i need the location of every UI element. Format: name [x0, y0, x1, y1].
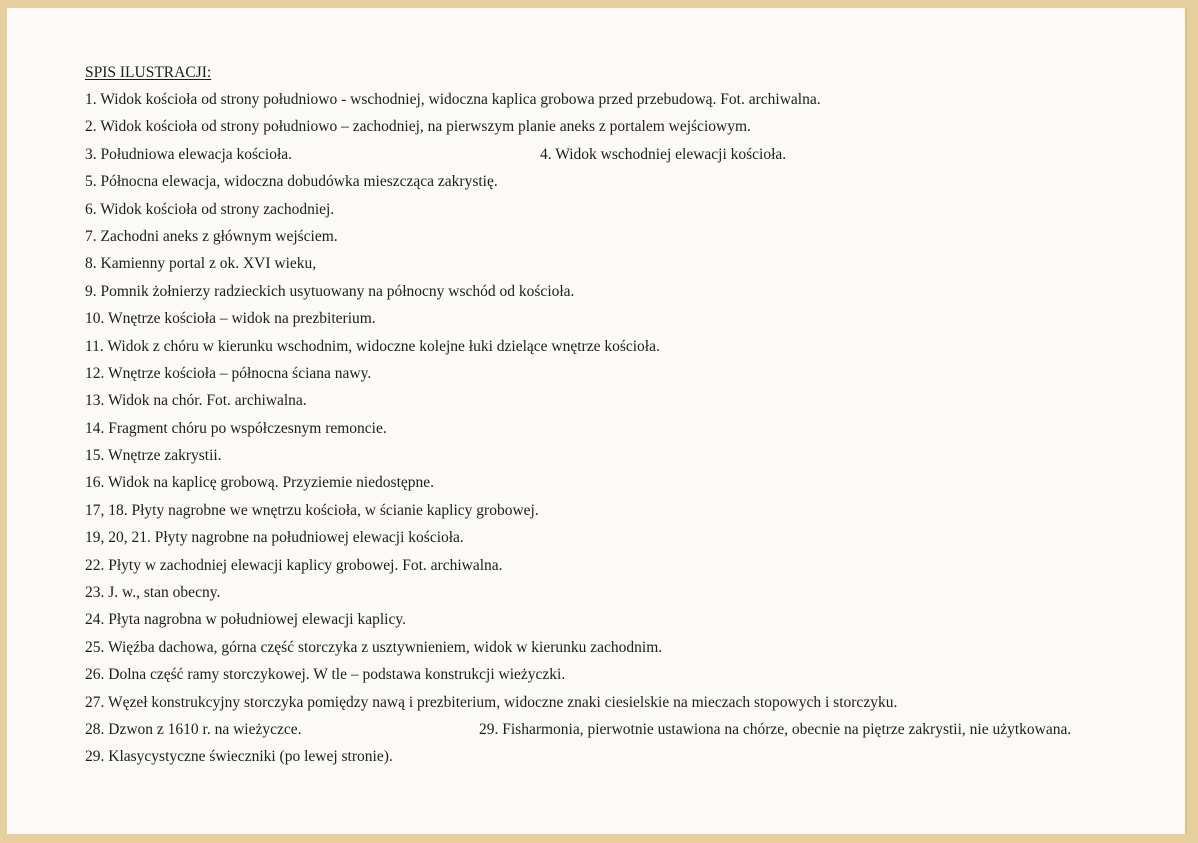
list-item	[85, 172, 1145, 199]
list-item	[85, 364, 1145, 391]
list-item-text: 12. Wnętrze kościoła – północna ściana nawy.	[85, 364, 372, 382]
list-item-text: 27. Węzeł konstrukcyjny storczyka pomiędzy nawą i prezbiterium, widoczne znaki ciesielskie na mieczach stopowych i storczyku.	[85, 693, 898, 711]
list-item-text: 17, 18. Płyty nagrobne we wnętrzu kościoła, w ścianie kaplicy grobowej.	[85, 501, 539, 519]
list-item-text: 9. Pomnik żołnierzy radzieckich usytuowany na północny wschód od kościoła.	[85, 282, 575, 300]
list-item	[85, 227, 1145, 254]
list-item	[85, 720, 1145, 747]
list-item	[85, 145, 1145, 172]
list-item	[85, 90, 1145, 117]
list-item	[85, 391, 1145, 418]
list-item-text: 29. Klasycystyczne świeczniki (po lewej stronie).	[85, 748, 393, 766]
list-item-text: 14. Fragment chóru po współczesnym remoncie.	[85, 419, 387, 437]
list-item	[85, 528, 1145, 555]
list-item-text: 10. Wnętrze kościoła – widok na prezbiterium.	[85, 310, 376, 328]
list-item	[85, 282, 1145, 309]
list-item	[85, 200, 1145, 227]
list-item	[85, 583, 1145, 610]
list-item	[85, 556, 1145, 583]
list-item-text: 7. Zachodni aneks z głównym wejściem.	[85, 227, 338, 245]
list-item-text: 24. Płyta nagrobna w południowej elewacji kaplicy.	[85, 611, 406, 629]
list-item-text: 25. Więźba dachowa, górna część storczyka z usztywnieniem, widok w kierunku zachodnim.	[85, 638, 663, 656]
list-item-text: 15. Wnętrze zakrystii.	[85, 447, 222, 465]
list-item	[85, 309, 1145, 336]
list-item-text: 23. J. w., stan obecny.	[85, 584, 221, 602]
list-item-text: 11. Widok z chóru w kierunku wschodnim, widoczne kolejne łuki dzielące wnętrze kościoła.	[85, 337, 660, 355]
list-item-text: 5. Północna elewacja, widoczna dobudówka mieszcząca zakrystię.	[85, 173, 498, 191]
list-item	[85, 337, 1145, 364]
list-item-text: 1. Widok kościoła od strony południowo - wschodniej, widoczna kaplica grobowa przed przebudową. Fot. archiwalna.	[85, 91, 821, 108]
list-item	[85, 665, 1145, 692]
list-item	[85, 501, 1145, 528]
list-item	[85, 254, 1145, 281]
list-item-text: 13. Widok na chór. Fot. archiwalna.	[85, 392, 307, 410]
list-item-text: 3. Południowa elewacja kościoła.	[85, 145, 293, 163]
list-item-second-column: 4. Widok wschodniej elewacji kościoła.	[540, 145, 787, 163]
list-item-text: 16. Widok na kaplicę grobową. Przyziemie niedostępne.	[85, 474, 435, 492]
list-item	[85, 693, 1145, 720]
list-item	[85, 446, 1145, 473]
list-item	[85, 419, 1145, 446]
list-item-text: 28. Dzwon z 1610 r. na wieżyczce.	[85, 720, 302, 738]
list-item	[85, 473, 1145, 500]
list-item	[85, 117, 1145, 144]
list-item	[85, 610, 1145, 637]
list-item-text: 2. Widok kościoła od strony południowo – zachodniej, na pierwszym planie aneks z portalem wejściowym.	[85, 118, 751, 136]
list-item-text: 19, 20, 21. Płyty nagrobne na południowej elewacji kościoła.	[85, 529, 464, 547]
list-item	[85, 747, 1145, 774]
list-item-text: 26. Dolna część ramy storczykowej. W tle – podstawa konstrukcji wieżyczki.	[85, 666, 566, 684]
list-item-text: 8. Kamienny portal z ok. XVI wieku,	[85, 255, 317, 273]
list-item-second-column: 29. Fisharmonia, pierwotnie ustawiona na chórze, obecnie na piętrze zakrystii, nie użytkowana.	[479, 720, 1072, 738]
list-item-text: 6. Widok kościoła od strony zachodniej.	[85, 200, 335, 218]
list-heading: SPIS ILUSTRACJI:	[85, 64, 212, 81]
list-item	[85, 638, 1145, 665]
list-item-text: 22. Płyty w zachodniej elewacji kaplicy grobowej. Fot. archiwalna.	[85, 556, 503, 574]
illustration-list	[85, 90, 1145, 775]
